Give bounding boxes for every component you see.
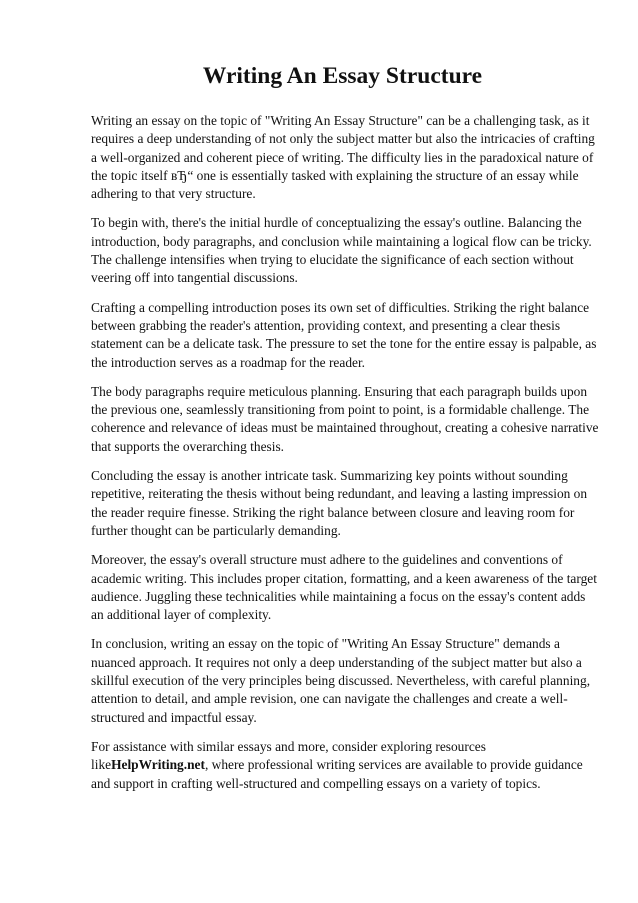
paragraph-7: In conclusion, writing an essay on the topic of "Writing An Essay Structure" demands a nuanced approach. It requires not only a deep understanding of the subject matter but also a skillful execution of the very principles being discussed. Nevertheless, with careful planning, attention to detail, and ample revision, one can navigate the challenges and create a well-structured and impactful essay. — [91, 636, 591, 725]
paragraph-1: Writing an essay on the topic of "Writing An Essay Structure" can be a challenging task, as it requires a deep understanding of not only the subject matter but also the intricacies of crafting a well-organized and coherent piece of writing. The difficulty lies in the paradoxical nature of the topic itself вЂ“ one is essentially tasked with explaining the structure of an essay while adhering to that very structure. — [91, 113, 595, 202]
paragraph-3: Crafting a compelling introduction poses its own set of difficulties. Striking the right balance between grabbing the reader's attention, providing context, and presenting a clear thesis statement can be a delicate task. The pressure to set the tone for the entire essay is palpable, as the introduction serves as a roadmap for the reader. — [91, 299, 597, 370]
helpwriting-link[interactable]: HelpWriting.net — [111, 757, 205, 773]
final-text-after-link: , where professional writing services are available to provide guidance and support in crafting well-structured and compelling essays on a variety of topics. — [91, 757, 583, 791]
paragraph-6: Moreover, the essay's overall structure must adhere to the guidelines and conventions of academic writing. This includes proper citation, formatting, and a keen awareness of the target audience. Juggling these technicalities while maintaining a focus on the essay's content adds an additional layer of complexity. — [91, 552, 597, 623]
paragraph-2: To begin with, there's the initial hurdle of conceptualizing the essay's outline. Balancing the introduction, body paragraphs, and conclusion while maintaining a logical flow can be tricky. The challenge intensifies when trying to elucidate the significance of each section without veering off into tangential discussions. — [91, 215, 592, 286]
paragraph-5: Concluding the essay is another intricate task. Summarizing key points without sounding repetitive, reiterating the thesis without being redundant, and leaving a lasting impression on the reader require finesse. Striking the right balance between closure and leaving room for further thought can be particularly demanding. — [91, 468, 588, 538]
document-body — [91, 112, 599, 793]
paragraph-final — [91, 738, 599, 793]
document-title: Writing An Essay Structure — [202, 63, 483, 89]
final-text-before-link: For assistance with similar essays and more, consider exploring resources like — [91, 738, 486, 773]
paragraph-4: The body paragraphs require meticulous planning. Ensuring that each paragraph builds upon the previous one, seamlessly transitioning from point to point, is a formidable challenge. The coherence and relevance of ideas must be maintained throughout, creating a cohesive narrative that supports the overarching thesis. — [91, 383, 599, 454]
